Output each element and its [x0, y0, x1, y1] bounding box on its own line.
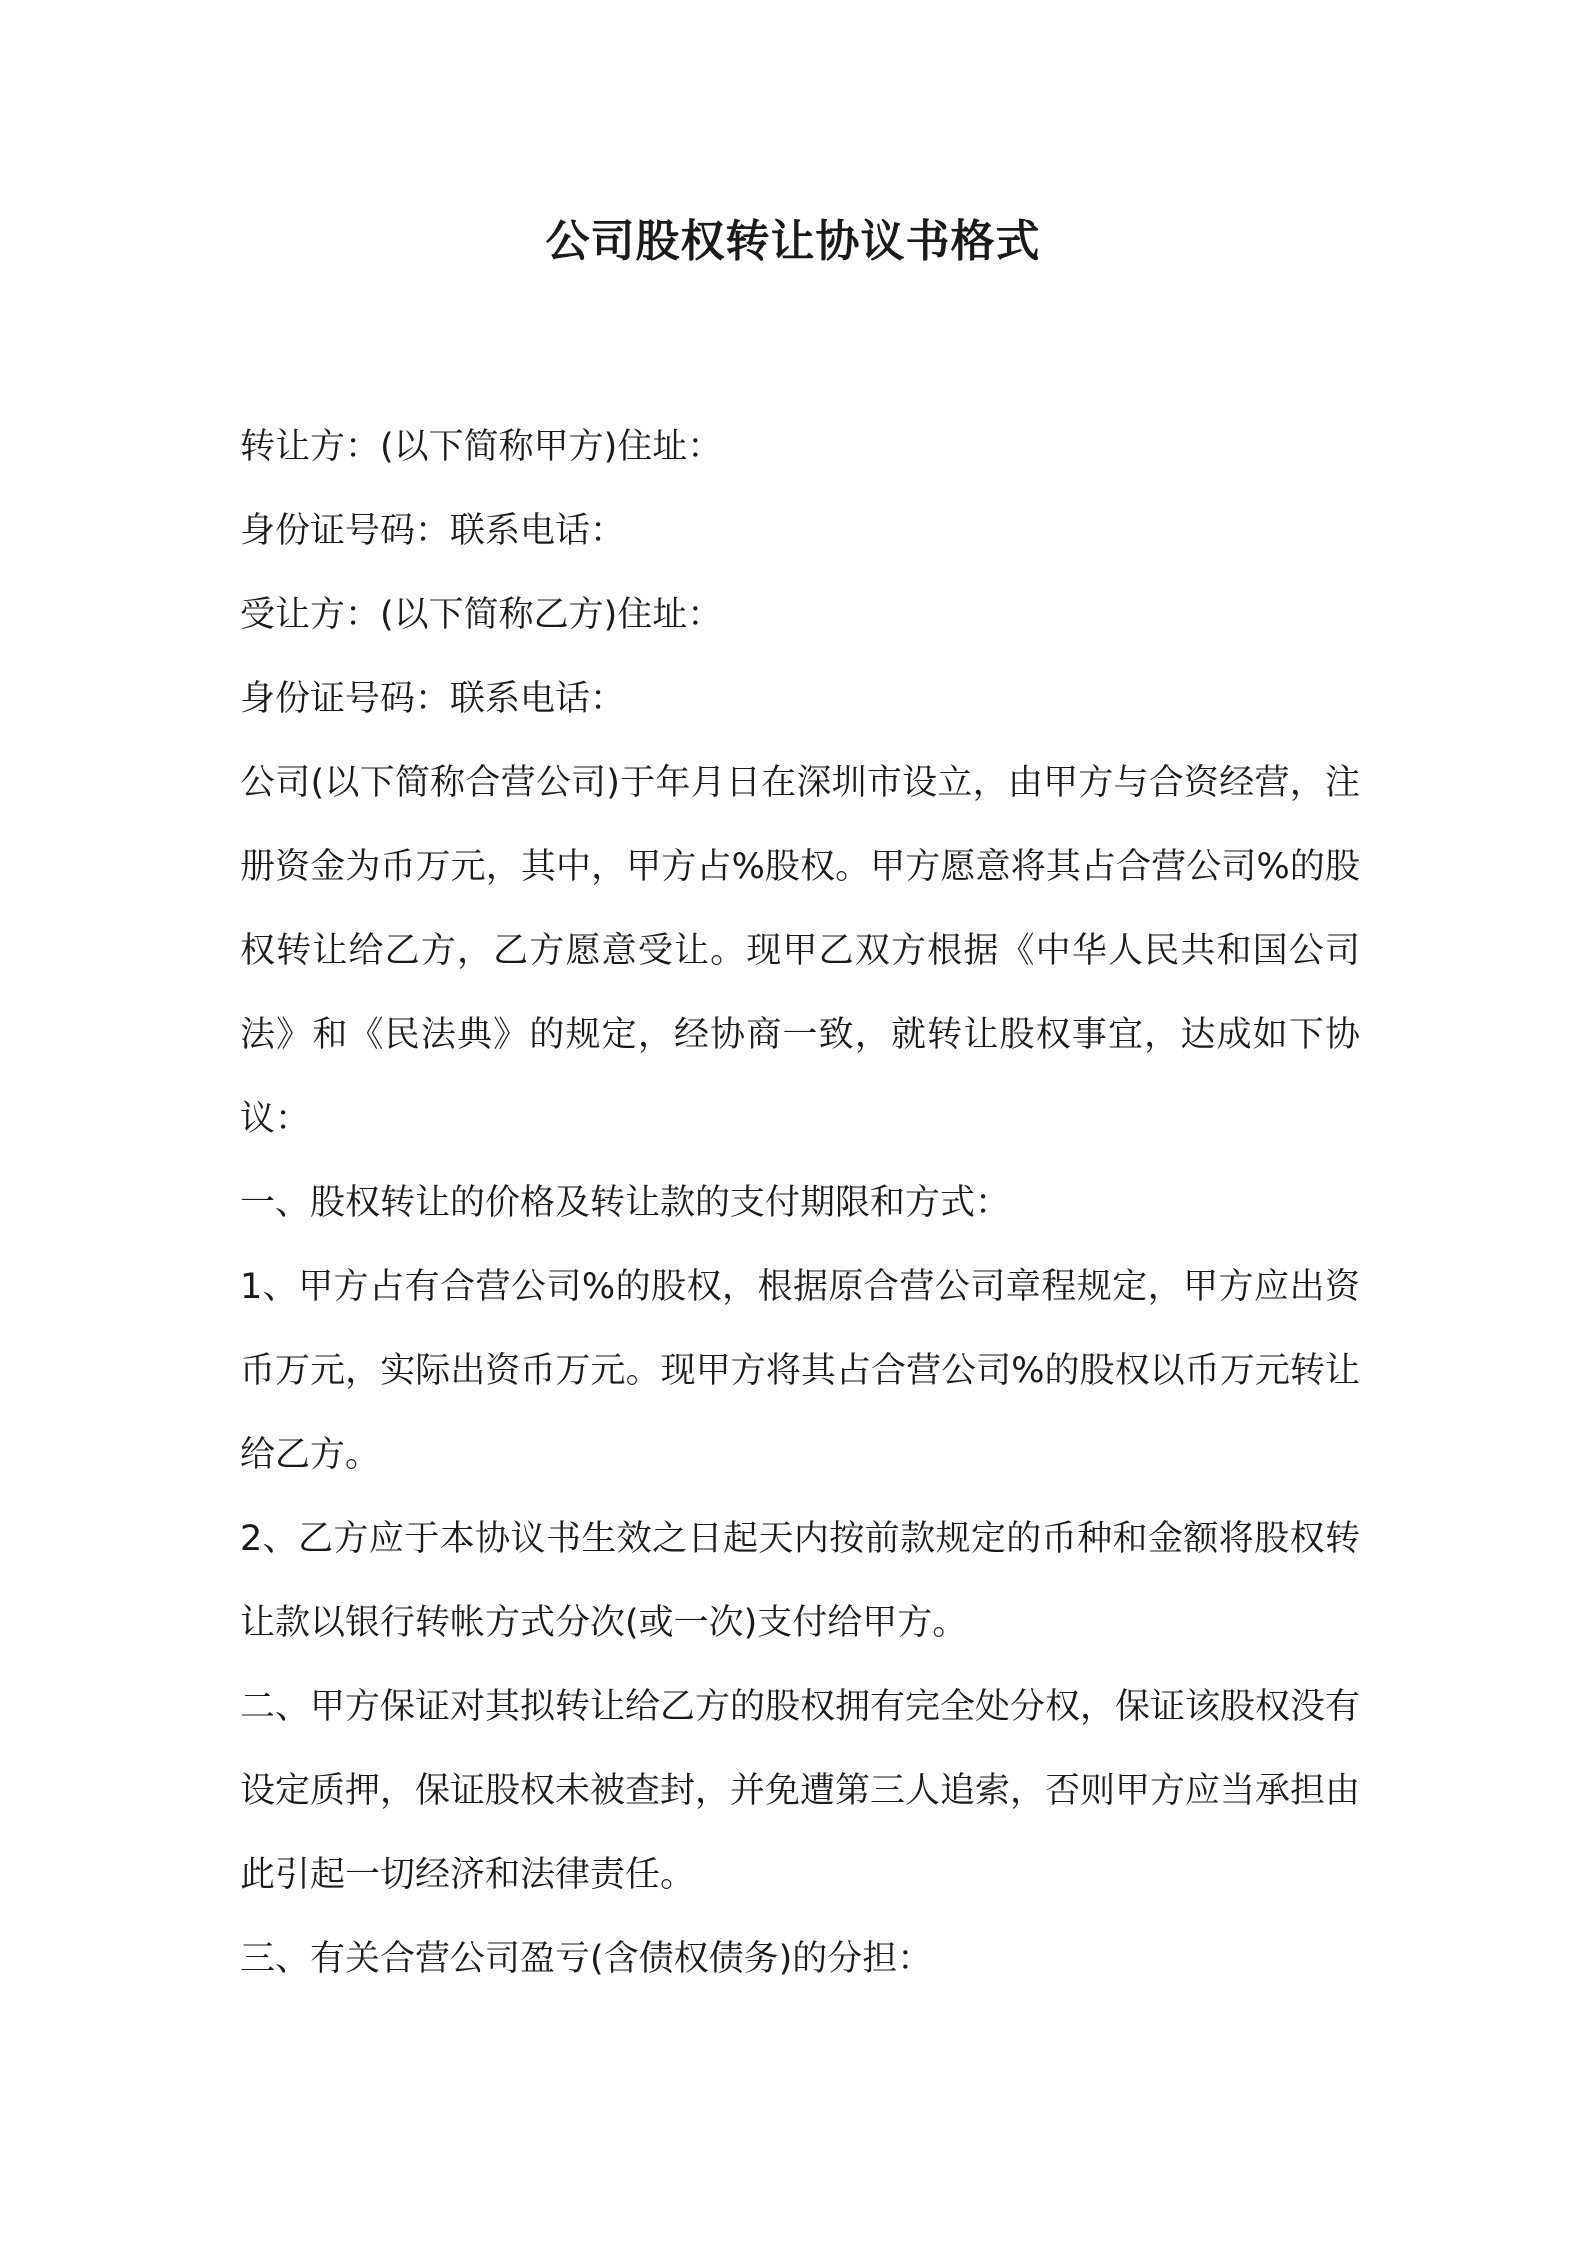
section-1-heading: 一、股权转让的价格及转让款的支付期限和方式：: [240, 1183, 1011, 1223]
transferor-id-line: 身份证号码：联系电话：: [240, 511, 626, 551]
transferor-line: 转让方：(以下简称甲方)住址：: [240, 427, 723, 467]
preamble-paragraph: 公司(以下简称合营公司)于年月日在深圳市设立，由甲方与合资经营，注册资金为币万元，其中，甲方占%股权。甲方愿意将其占合营公司%的股权转让给乙方，乙方愿意受让。现甲乙双方根据《中华人民共和国公司法》和《民法典》的规定，经协商一致，就转让股权事宜，达成如下协议：: [240, 763, 1360, 1139]
transferee-line: 受让方：(以下简称乙方)住址：: [240, 595, 723, 635]
section-3-heading: 三、有关合营公司盈亏(含债权债务)的分担：: [240, 1939, 933, 1979]
document-body: [240, 405, 1360, 2001]
clause-1-1: 1、甲方占有合营公司%的股权，根据原合营公司章程规定，甲方应出资币万元，实际出资币万元。现甲方将其占合营公司%的股权以币万元转让给乙方。: [240, 1267, 1360, 1475]
section-2-paragraph: 二、甲方保证对其拟转让给乙方的股权拥有完全处分权，保证该股权没有设定质押，保证股权未被查封，并免遭第三人追索，否则甲方应当承担由此引起一切经济和法律责任。: [240, 1687, 1361, 1895]
transferee-id-line: 身份证号码：联系电话：: [240, 679, 626, 719]
document-title: 公司股权转让协议书格式: [545, 216, 1041, 267]
clause-1-2: 2、乙方应于本协议书生效之日起天内按前款规定的币种和金额将股权转让款以银行转帐方式分次(或一次)支付给甲方。: [240, 1519, 1360, 1643]
